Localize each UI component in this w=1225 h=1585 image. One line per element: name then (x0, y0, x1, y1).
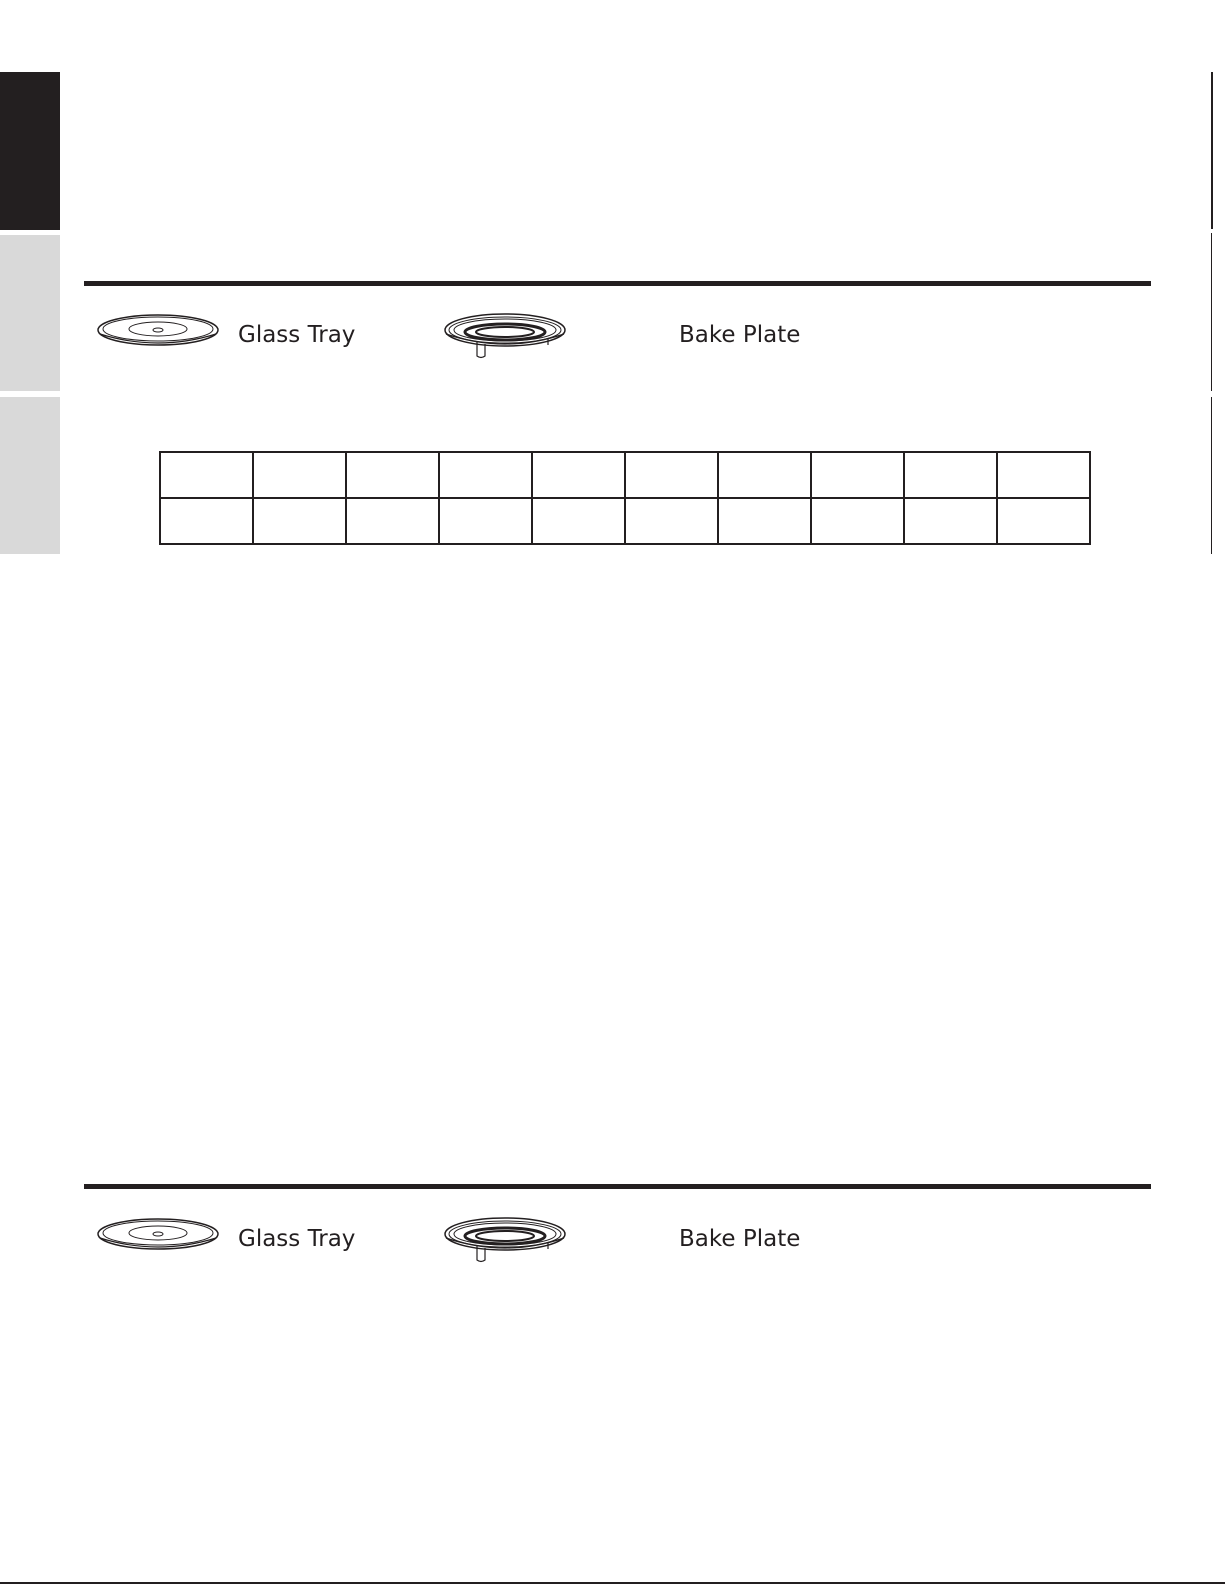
table-cell (625, 498, 718, 544)
glass-tray-icon (96, 1216, 220, 1256)
settings-table (159, 451, 1091, 545)
side-tab (0, 397, 60, 554)
table-cell (811, 498, 904, 544)
table-cell (904, 498, 997, 544)
table-row (160, 452, 1090, 498)
table-cell (904, 452, 997, 498)
table-cell (160, 452, 253, 498)
page-edge-line (1211, 72, 1213, 229)
glass-tray-icon (96, 312, 220, 352)
table-cell (532, 452, 625, 498)
bake-plate-label: Bake Plate (679, 1226, 801, 1252)
bake-plate-icon (444, 312, 568, 360)
side-tab (0, 235, 60, 391)
page-edge-line (1211, 397, 1212, 554)
bake-plate-label: Bake Plate (679, 322, 801, 348)
table-cell (346, 452, 439, 498)
bake-plate-icon (444, 1216, 568, 1264)
table-cell (253, 452, 346, 498)
table-cell (346, 498, 439, 544)
glass-tray-label: Glass Tray (238, 322, 356, 348)
table-cell (718, 498, 811, 544)
table-cell (439, 498, 532, 544)
table-cell (160, 498, 253, 544)
page-bottom-border (0, 1582, 1225, 1584)
table-cell (811, 452, 904, 498)
table-cell (625, 452, 718, 498)
section-divider (84, 281, 1151, 286)
table-cell (997, 452, 1090, 498)
table-cell (253, 498, 346, 544)
table-row (160, 498, 1090, 544)
section-divider (84, 1184, 1151, 1189)
table-cell (439, 452, 532, 498)
page-edge-line (1211, 233, 1212, 391)
side-tab-active (0, 72, 60, 230)
table-cell (997, 498, 1090, 544)
glass-tray-label: Glass Tray (238, 1226, 356, 1252)
table-cell (532, 498, 625, 544)
table-cell (718, 452, 811, 498)
